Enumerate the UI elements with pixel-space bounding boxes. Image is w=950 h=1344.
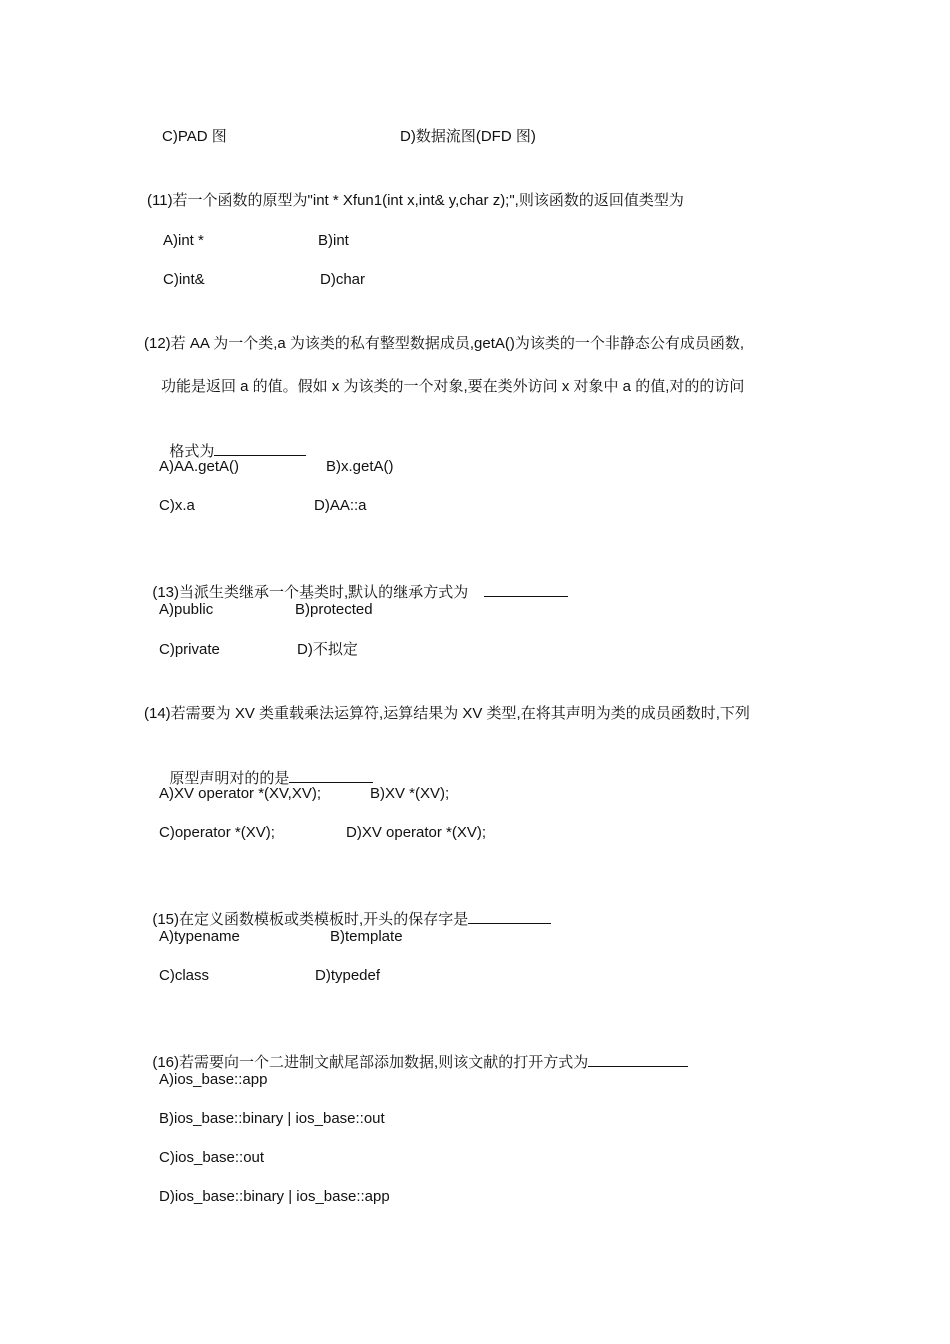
q11-option-d: D)char — [320, 271, 366, 288]
q13-stem-text: (13)当派生类继承一个基类时,默认的继承方式为 — [152, 584, 469, 601]
q15-option-c: C)class — [159, 967, 210, 984]
q14-option-c: C)operator *(XV); — [159, 824, 275, 841]
q15-option-a: A)typename — [159, 928, 240, 945]
q12-option-c: C)x.a — [159, 497, 195, 514]
answer-blank — [588, 1051, 688, 1067]
answer-blank — [484, 581, 568, 597]
q16-option-c: C)ios_base::out — [159, 1149, 265, 1166]
q15-stem-text: (15)在定义函数模板或类模板时,开头的保存字是 — [152, 911, 469, 928]
q11-option-a: A)int * — [163, 232, 204, 249]
answer-blank — [214, 440, 306, 456]
q10-option-c: C)PAD 图 — [162, 128, 227, 145]
q14-stem-line2 — [161, 747, 373, 789]
q12-option-b: B)x.getA() — [326, 458, 394, 475]
q11-option-b: B)int — [318, 232, 349, 249]
q10-option-d: D)数据流图(DFD 图) — [400, 128, 536, 145]
q13-stem-line — [144, 561, 568, 603]
q13-option-b: B)protected — [295, 601, 373, 618]
answer-blank — [468, 908, 551, 924]
q13-option-c: C)private — [159, 641, 220, 658]
q12-option-d: D)AA::a — [314, 497, 367, 514]
q12-stem-line1: (12)若 AA 为一个类,a 为该类的私有整型数据成员,getA()为该类的一个非静态公有成员函数, — [144, 335, 745, 352]
q12-option-a: A)AA.getA() — [159, 458, 240, 475]
q16-stem-text: (16)若需要向一个二进制文献尾部添加数据,则该文献的打开方式为 — [152, 1054, 589, 1071]
q16-option-b: B)ios_base::binary | ios_base::out — [159, 1110, 385, 1127]
q16-stem-line — [144, 1031, 688, 1073]
q12-stem-line3 — [161, 420, 306, 462]
q15-option-d: D)typedef — [315, 967, 381, 984]
q11-stem: (11)若一个函数的原型为"int * Xfun1(int x,int& y,char z);",则该函数的返回值类型为 — [147, 192, 684, 209]
q14-stem-text: 原型声明对的的是 — [169, 770, 290, 787]
q15-stem-line — [144, 888, 551, 930]
q11-option-c: C)int& — [163, 271, 205, 288]
q12-stem-text: 格式为 — [169, 443, 215, 460]
q14-option-b: B)XV *(XV); — [370, 785, 450, 802]
answer-blank — [289, 767, 373, 783]
q14-option-d: D)XV operator *(XV); — [346, 824, 487, 841]
q13-option-a: A)public — [159, 601, 214, 618]
q13-option-d: D)不拟定 — [297, 641, 358, 658]
q12-stem-line2: 功能是返回 a 的值。假如 x 为该类的一个对象,要在类外访问 x 对象中 a 的值,对的的访问 — [161, 378, 745, 395]
q15-option-b: B)template — [330, 928, 403, 945]
q16-option-a: A)ios_base::app — [159, 1071, 268, 1088]
q14-option-a: A)XV operator *(XV,XV); — [159, 785, 322, 802]
q14-stem-line1: (14)若需要为 XV 类重载乘法运算符,运算结果为 XV 类型,在将其声明为类的成员函数时,下列 — [144, 705, 750, 722]
q16-option-d: D)ios_base::binary | ios_base::app — [159, 1188, 390, 1205]
